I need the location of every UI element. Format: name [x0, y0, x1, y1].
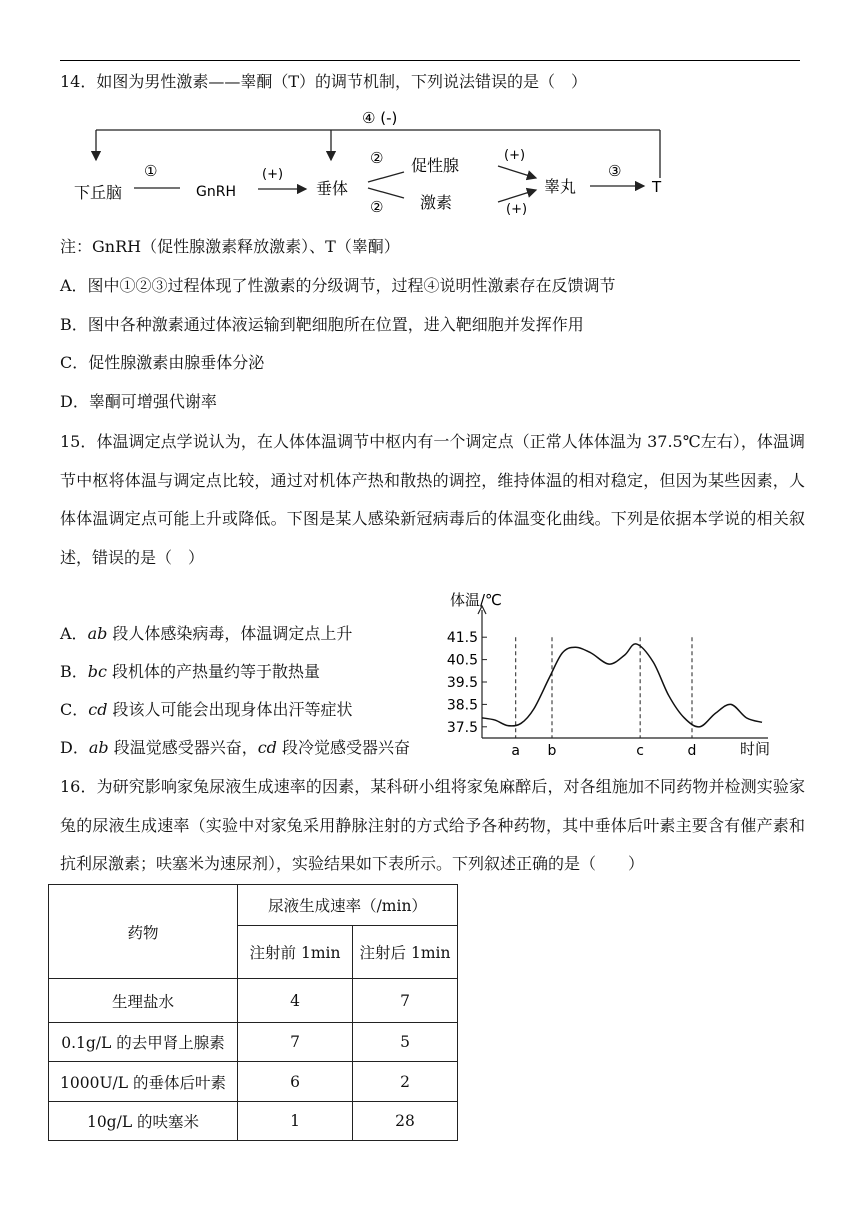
marker-label: c	[636, 743, 644, 759]
q14-stem: 14．如图为男性激素——睾酮（T）的调节机制，下列说法错误的是（ ）	[60, 72, 588, 91]
table-header-after: 注射后 1min	[353, 926, 458, 979]
table-cell-after: 5	[353, 1023, 458, 1062]
q14-option-d: D．睾酮可增强代谢率	[60, 392, 217, 411]
table-header-drug: 药物	[49, 885, 238, 979]
table-header-urine-rate: 尿液生成速率（/min）	[238, 885, 458, 926]
step-2b-line	[368, 188, 404, 198]
q14-note: 注：GnRH（促性腺激素释放激素）、T（睾酮）	[60, 237, 400, 256]
y-tick-label: 40.5	[446, 652, 478, 669]
q15-option-a: A．ab 段人体感染病毒，体温调定点上升	[60, 624, 353, 643]
node-gnrh: GnRH	[196, 184, 236, 200]
q16-stem: 16．为研究影响家兔尿液生成速率的因素，某科研小组将家兔麻醉后，对各组施加不同药物并检测实验家兔的尿液生成速率（实验中对家兔采用静脉注射的方式给予各种药物，其中垂体后叶素主要含有催产素和抗利尿激素；呋塞米为速尿剂），实验结果如下表所示。下列叙述正确的是（ ）	[60, 777, 805, 873]
table-cell-before: 6	[238, 1062, 353, 1102]
plus-label-1: (+)	[262, 167, 284, 182]
arrow-hormone-testis-1	[498, 166, 536, 178]
step-2a-label: ②	[370, 149, 384, 167]
q14-option-c: C．促性腺激素由腺垂体分泌	[60, 353, 265, 372]
plus-label-3: (+)	[506, 202, 528, 217]
table-cell-drug: 1000U/L 的垂体后叶素	[49, 1062, 238, 1102]
node-testis: 睾丸	[544, 177, 577, 196]
q15-stem: 15．体温调定点学说认为，在人体体温调节中枢内有一个调定点（正常人体体温为 37.5℃左右），体温调节中枢将体温与调定点比较，通过对机体产热和散热的调控，维持体温的相对稳定，但因为某些因素，人体体温调定点可能上升或降低。下图是某人感染新冠病毒后的体温变化曲线。下列是依据本学说的相关叙述，错误的是（ ）	[60, 432, 805, 567]
x-axis-label: 时间	[739, 740, 770, 758]
table-cell-drug: 生理盐水	[49, 979, 238, 1023]
y-axis-label: 体温/℃	[450, 591, 502, 609]
y-tick-label: 38.5	[446, 697, 478, 714]
q14-regulation-diagram	[60, 104, 700, 220]
table-cell-before: 4	[238, 979, 353, 1023]
body-temperature-chart	[430, 588, 775, 764]
node-gonadotropin-2: 激素	[420, 193, 453, 212]
table-cell-drug: 10g/L 的呋塞米	[49, 1102, 238, 1141]
marker-label: b	[547, 743, 557, 759]
step-2a-line	[368, 172, 404, 182]
table-cell-after: 2	[353, 1062, 458, 1102]
y-tick-label: 41.5	[446, 630, 478, 647]
header-rule	[60, 60, 800, 61]
step-1-label: ①	[144, 162, 158, 180]
table-cell-after: 7	[353, 979, 458, 1023]
y-tick-label: 37.5	[446, 719, 478, 736]
table-cell-drug: 0.1g/L 的去甲肾上腺素	[49, 1023, 238, 1062]
urine-rate-table	[48, 884, 458, 1141]
q15-option-c: C．cd 段该人可能会出现身体出汗等症状	[60, 700, 353, 719]
y-tick-label: 39.5	[446, 675, 478, 691]
table-header-before: 注射前 1min	[238, 926, 353, 979]
node-hypothalamus: 下丘脑	[74, 183, 123, 202]
step-3-label: ③	[608, 162, 622, 180]
plus-label-2: (+)	[504, 148, 526, 163]
table-cell-after: 28	[353, 1102, 458, 1141]
arrow-hormone-testis-2	[498, 190, 536, 202]
marker-label: a	[511, 743, 521, 759]
q15-option-b: B．bc 段机体的产热量约等于散热量	[60, 662, 321, 681]
node-gonadotropin-1: 促性腺	[411, 156, 460, 175]
step-2b-label: ②	[370, 198, 384, 216]
node-pituitary: 垂体	[316, 179, 349, 198]
table-cell-before: 1	[238, 1102, 353, 1141]
q14-option-b: B．图中各种激素通过体液运输到靶细胞所在位置，进入靶细胞并发挥作用	[60, 315, 584, 334]
q15-option-d: D．ab 段温觉感受器兴奋，cd 段冷觉感受器兴奋	[60, 738, 411, 757]
marker-label: d	[687, 743, 697, 759]
feedback-label: ④ (-)	[362, 109, 398, 127]
table-cell-before: 7	[238, 1023, 353, 1062]
node-t: T	[652, 178, 662, 196]
q14-option-a: A．图中①②③过程体现了性激素的分级调节，过程④说明性激素存在反馈调节	[60, 276, 616, 295]
temperature-curve	[482, 644, 762, 727]
